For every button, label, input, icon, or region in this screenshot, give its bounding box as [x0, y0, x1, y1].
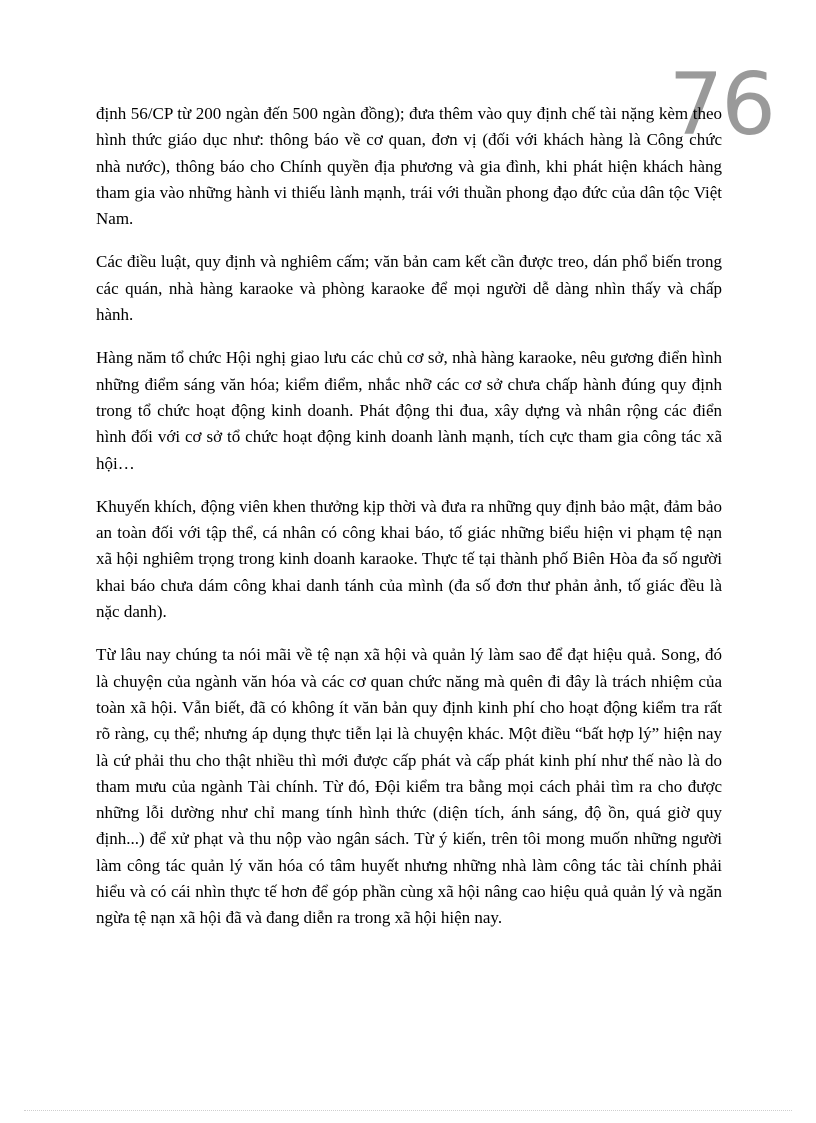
page-bottom-divider: [24, 1110, 792, 1111]
paragraph-3: Hàng năm tổ chức Hội nghị giao lưu các chủ cơ sở, nhà hàng karaoke, nêu gương điển hình những điểm sáng văn hóa; kiểm điểm, nhắc nhỡ các cơ sở chưa chấp hành đúng quy định trong tổ chức hoạt động kinh doanh. Phát động thi đua, xây dựng và nhân rộng các điển hình đối với cơ sở tổ chức hoạt động kinh doanh lành mạnh, tích cực tham gia công tác xã hội…: [96, 348, 722, 473]
paragraph-1: định 56/CP từ 200 ngàn đến 500 ngàn đồng); đưa thêm vào quy định chế tài nặng kèm theo hình thức giáo dục như: thông báo về cơ quan, đơn vị (đối với khách hàng là Công chức nhà nước), thông báo cho Chính quyền địa phương và gia đình, khi phát hiện khách hàng tham gia vào những hành vi thiếu lành mạnh, trái với thuần phong đạo đức của dân tộc Việt Nam.: [96, 104, 722, 229]
paragraph-2: Các điều luật, quy định và nghiêm cấm; văn bản cam kết cần được treo, dán phổ biến trong các quán, nhà hàng karaoke và phòng karaoke để mọi người dễ dàng nhìn thấy và chấp hành.: [96, 252, 722, 325]
page-number: 76: [668, 55, 774, 155]
paragraph-5: Từ lâu nay chúng ta nói mãi về tệ nạn xã hội và quản lý làm sao để đạt hiệu quả. Song, đó là chuyện của ngành văn hóa và các cơ quan chức năng mà quên đi đây là trách nhiệm của toàn xã hội. Vẫn biết, đã có không ít văn bản quy định kinh phí cho hoạt động kiểm tra rất rõ ràng, cụ thể; nhưng áp dụng thực tiễn lại là chuyện khác. Một điều “bất hợp lý” hiện nay là cứ phải thu cho thật nhiều thì mới được cấp phát và cấp phát kinh phí như thế nào là do tham mưu của ngành Tài chính. Từ đó, Đội kiểm tra bằng mọi cách phải tìm ra cho được những lỗi dường như chỉ mang tính hình thức (diện tích, ánh sáng, độ ồn, quá giờ quy định...) để xử phạt và thu nộp vào ngân sách. Từ ý kiến, trên tôi mong muốn những người làm công tác quản lý văn hóa có tâm huyết nhưng những nhà làm công tác tài chính phải hiểu và có cái nhìn thực tế hơn để góp phần cùng xã hội nâng cao hiệu quả quản lý và ngăn ngừa tệ nạn xã hội đã và đang diễn ra trong xã hội hiện nay.: [96, 645, 722, 928]
paragraph-4: Khuyến khích, động viên khen thưởng kịp thời và đưa ra những quy định bảo mật, đảm bảo an toàn đối với tập thể, cá nhân có công khai báo, tố giác những biểu hiện vi phạm tệ nạn xã hội nghiêm trọng trong kinh doanh karaoke. Thực tế tại thành phố Biên Hòa đa số người khai báo chưa dám công khai danh tánh của mình (đa số đơn thư phản ảnh, tố giác đều là nặc danh).: [96, 496, 722, 622]
document-body: [96, 101, 722, 949]
